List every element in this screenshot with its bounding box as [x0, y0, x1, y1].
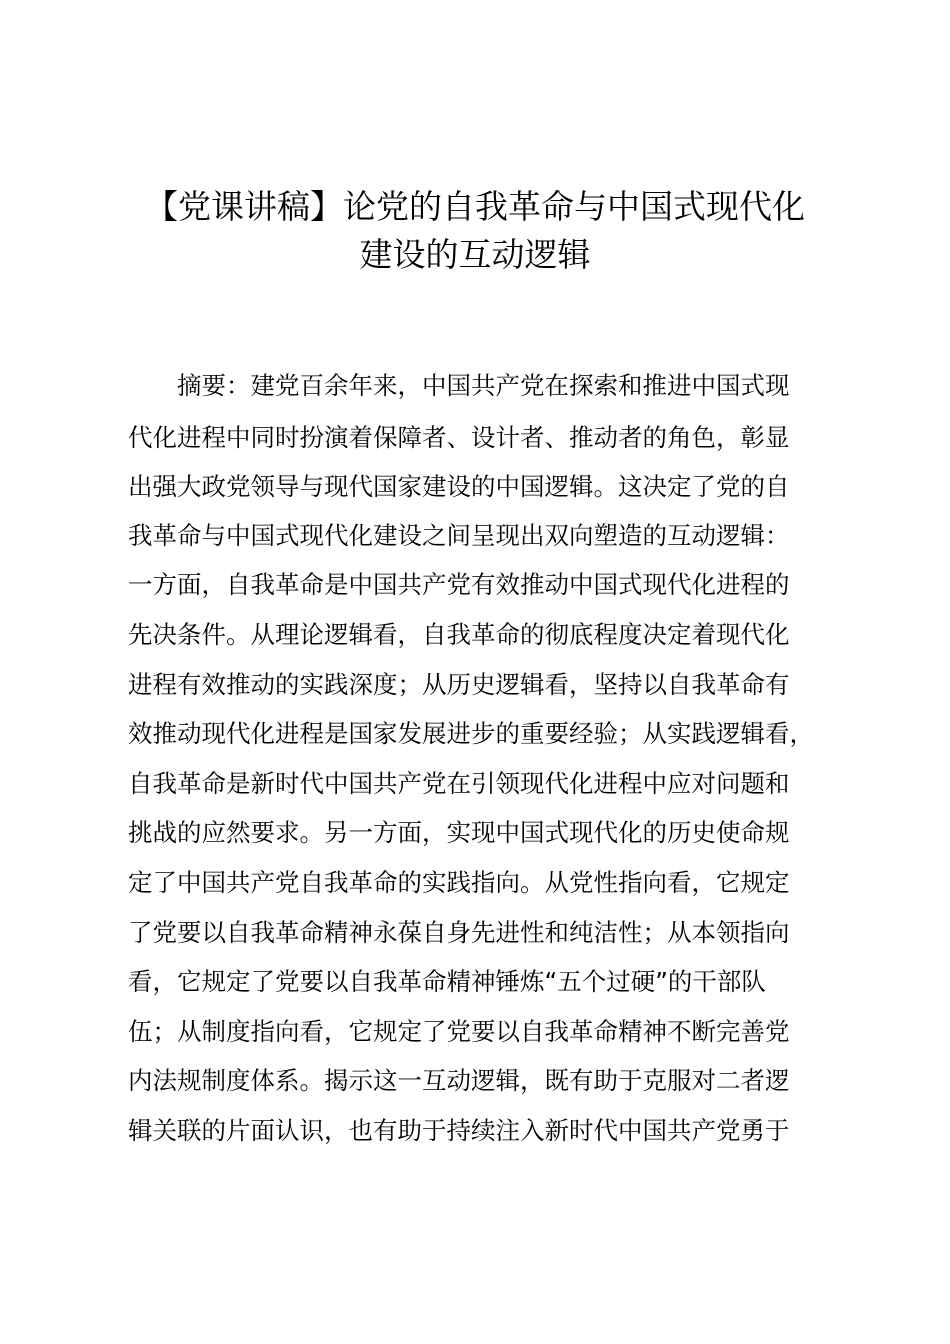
abstract-line: 摘要：建党百余年来，中国共产党在探索和推进中国式现: [128, 371, 790, 400]
abstract-line: 伍；从制度指向看，它规定了党要以自我革命精神不断完善党: [128, 1017, 790, 1046]
abstract-line: 进程有效推动的实践深度；从历史逻辑看，坚持以自我革命有: [128, 670, 790, 699]
abstract-line: 看，它规定了党要以自我革命精神锤炼“五个过硬”的干部队: [128, 967, 766, 996]
abstract-line: 一方面，自我革命是中国共产党有效推动中国式现代化进程的: [128, 570, 790, 599]
abstract-line: 了党要以自我革命精神永葆自身先进性和纯洁性；从本领指向: [128, 918, 790, 947]
document-title-line-1: 【党课讲稿】论党的自我革命与中国式现代化: [145, 187, 805, 226]
abstract-line: 辑关联的片面认识，也有助于持续注入新时代中国共产党勇于: [128, 1116, 790, 1145]
abstract-line: 先决条件。从理论逻辑看，自我革命的彻底程度决定着现代化: [128, 620, 790, 649]
abstract-line: 我革命与中国式现代化建设之间呈现出双向塑造的互动逻辑：: [128, 521, 790, 550]
abstract-line: 效推动现代化进程是国家发展进步的重要经验；从实践逻辑看，: [128, 719, 814, 748]
abstract-line: 代化进程中同时扮演着保障者、设计者、推动者的角色，彰显: [128, 423, 790, 452]
abstract-line: 出强大政党领导与现代国家建设的中国逻辑。这决定了党的自: [128, 472, 790, 501]
abstract-line: 定了中国共产党自我革命的实践指向。从党性指向看，它规定: [128, 868, 790, 897]
abstract-line: 自我革命是新时代中国共产党在引领现代化进程中应对问题和: [128, 769, 790, 798]
abstract-line: 挑战的应然要求。另一方面，实现中国式现代化的历史使命规: [128, 818, 790, 847]
abstract-line: 内法规制度体系。揭示这一互动逻辑，既有助于克服对二者逻: [128, 1066, 790, 1095]
document-title-line-2: 建设的互动逻辑: [359, 235, 591, 274]
